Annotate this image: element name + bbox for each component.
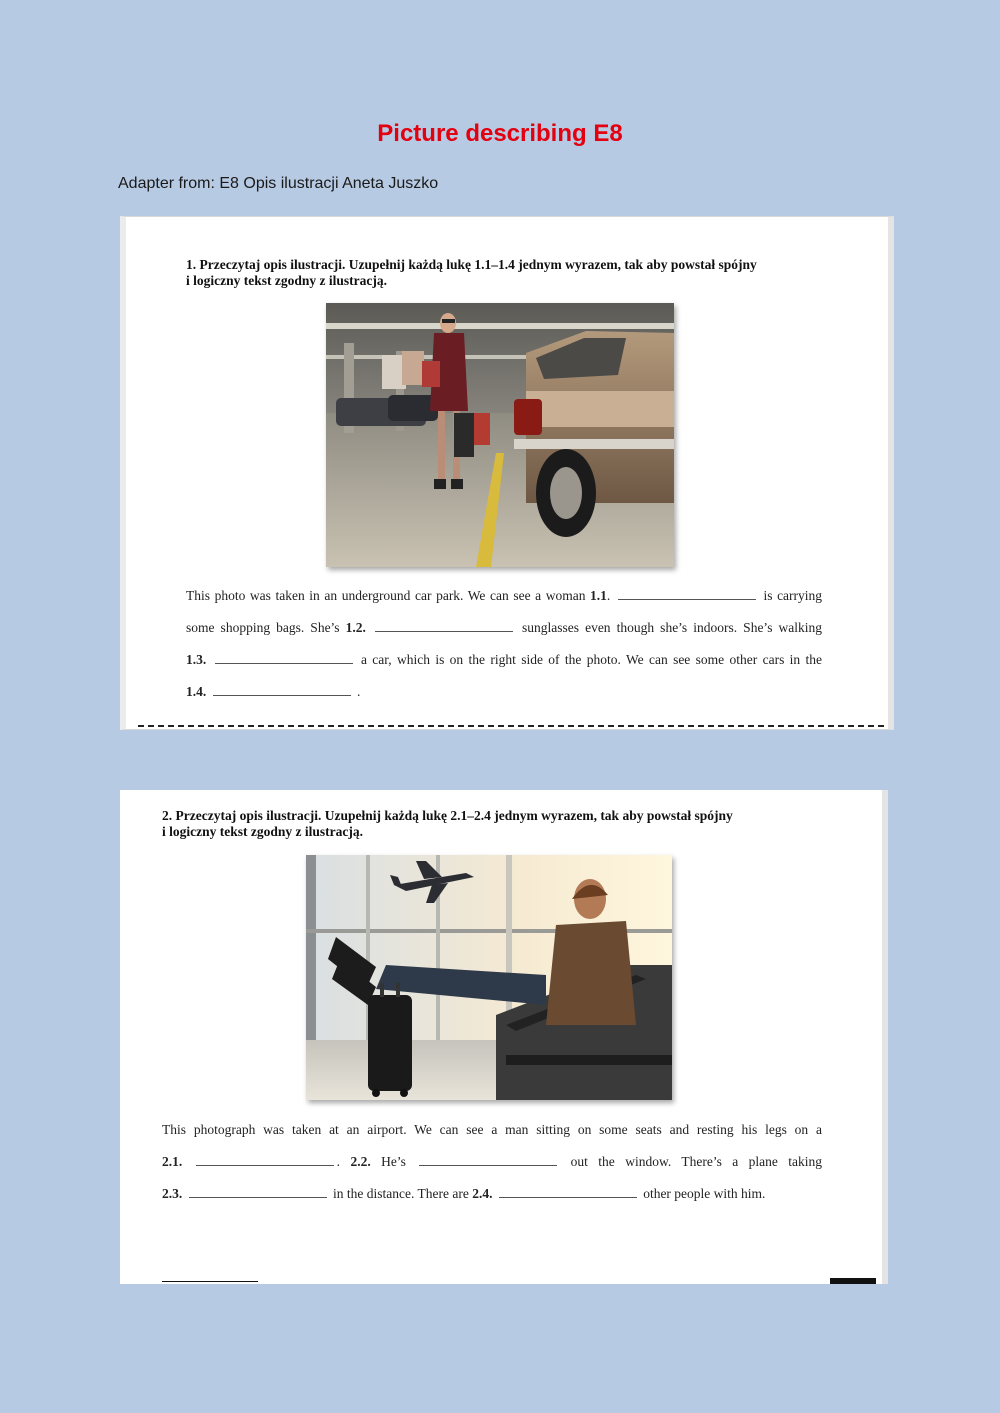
gap-1-3-blank[interactable]: [215, 651, 353, 664]
exercise-card-2: [120, 790, 888, 1284]
gap-label-1-3: 1.3.: [186, 652, 207, 667]
text-1-line-2: [186, 612, 822, 644]
gap-1-4-blank[interactable]: [213, 683, 351, 696]
gap-2-3-blank[interactable]: [189, 1185, 327, 1198]
text-1-line-1-b: is carrying: [763, 588, 823, 603]
cut-line: [138, 725, 884, 727]
exercise-card-1: [120, 216, 894, 730]
footnote-rule: [162, 1281, 258, 1282]
instruction-1-line-2: i logiczny tekst zgodny z ilustracją.: [186, 273, 387, 288]
gap-label-2-4: 2.4.: [472, 1186, 493, 1201]
gap-2-2-blank[interactable]: [419, 1153, 557, 1166]
text-2-line-1-a: This photograph was taken at an airport. We can see a man sitting on some seats and resting his legs on a: [162, 1122, 822, 1137]
instruction-1: [186, 257, 806, 289]
page-corner-mark: [830, 1278, 876, 1284]
airport-illustration: [306, 855, 672, 1100]
text-2-line-1: [162, 1114, 822, 1146]
gap-text-2: [162, 1114, 822, 1210]
text-2-line-3-b: other people with him.: [643, 1186, 766, 1201]
text-2-line-2-mid: He’s: [381, 1154, 406, 1169]
text-2-line-2-b: out the window. There’s a plane taking: [570, 1154, 823, 1169]
gap-1-2-blank[interactable]: [375, 619, 513, 632]
page-title: Picture describing E8: [377, 120, 623, 147]
gap-label-2-2: 2.2.: [350, 1154, 371, 1169]
text-1-line-4: [186, 676, 822, 708]
car-park-illustration: [326, 303, 674, 567]
airport-photo: [306, 855, 672, 1100]
car-park-photo: [326, 303, 674, 567]
instruction-2-line-2: i logiczny tekst zgodny z ilustracją.: [162, 824, 363, 839]
text-1-line-1: This photo was taken in an underground car park. We can see a woman 1.1. is carrying: [186, 588, 823, 603]
gap-label-1-2: 1.2.: [345, 620, 366, 635]
instruction-2: [162, 808, 802, 840]
text-1-line-3-b: a car, which is on the right side of the photo. We can see some other cars in the: [360, 652, 823, 667]
text-1-line-1-a: This photo was taken in an underground car park. We can see a woman: [186, 588, 586, 603]
gap-label-2-3: 2.3.: [162, 1186, 183, 1201]
text-2-line-2: 2.1. . 2.2. He’s out the window. There’s a plane taking: [162, 1154, 823, 1169]
instruction-2-line-1: 2. Przeczytaj opis ilustracji. Uzupełnij każdą lukę 2.1–2.4 jednym wyrazem, tak aby powstał spójny: [162, 808, 733, 823]
gap-2-4-blank[interactable]: [499, 1185, 637, 1198]
text-2-line-3-a: in the distance. There are: [333, 1186, 469, 1201]
source-credit: Adapter from: E8 Opis ilustracji Aneta Juszko: [118, 175, 439, 192]
gap-2-1-blank[interactable]: [196, 1153, 334, 1166]
text-2-line-3: [162, 1178, 822, 1210]
text-1-line-3: [186, 644, 822, 676]
gap-1-1-blank[interactable]: [618, 587, 756, 600]
gap-label-1-4: 1.4.: [186, 684, 207, 699]
gap-text-1: [186, 580, 822, 708]
instruction-1-line-1: 1. Przeczytaj opis ilustracji. Uzupełnij każdą lukę 1.1–1.4 jednym wyrazem, tak aby powstał spójny: [186, 257, 757, 272]
text-1-line-2-b: sunglasses even though she’s indoors. She’s walking: [522, 620, 822, 635]
text-1-line-4-b: .: [357, 684, 361, 699]
text-1-line-2-a: some shopping bags. She’s: [186, 620, 340, 635]
gap-label-2-1: 2.1.: [162, 1154, 183, 1169]
gap-label-1-1: 1.1: [590, 588, 607, 603]
